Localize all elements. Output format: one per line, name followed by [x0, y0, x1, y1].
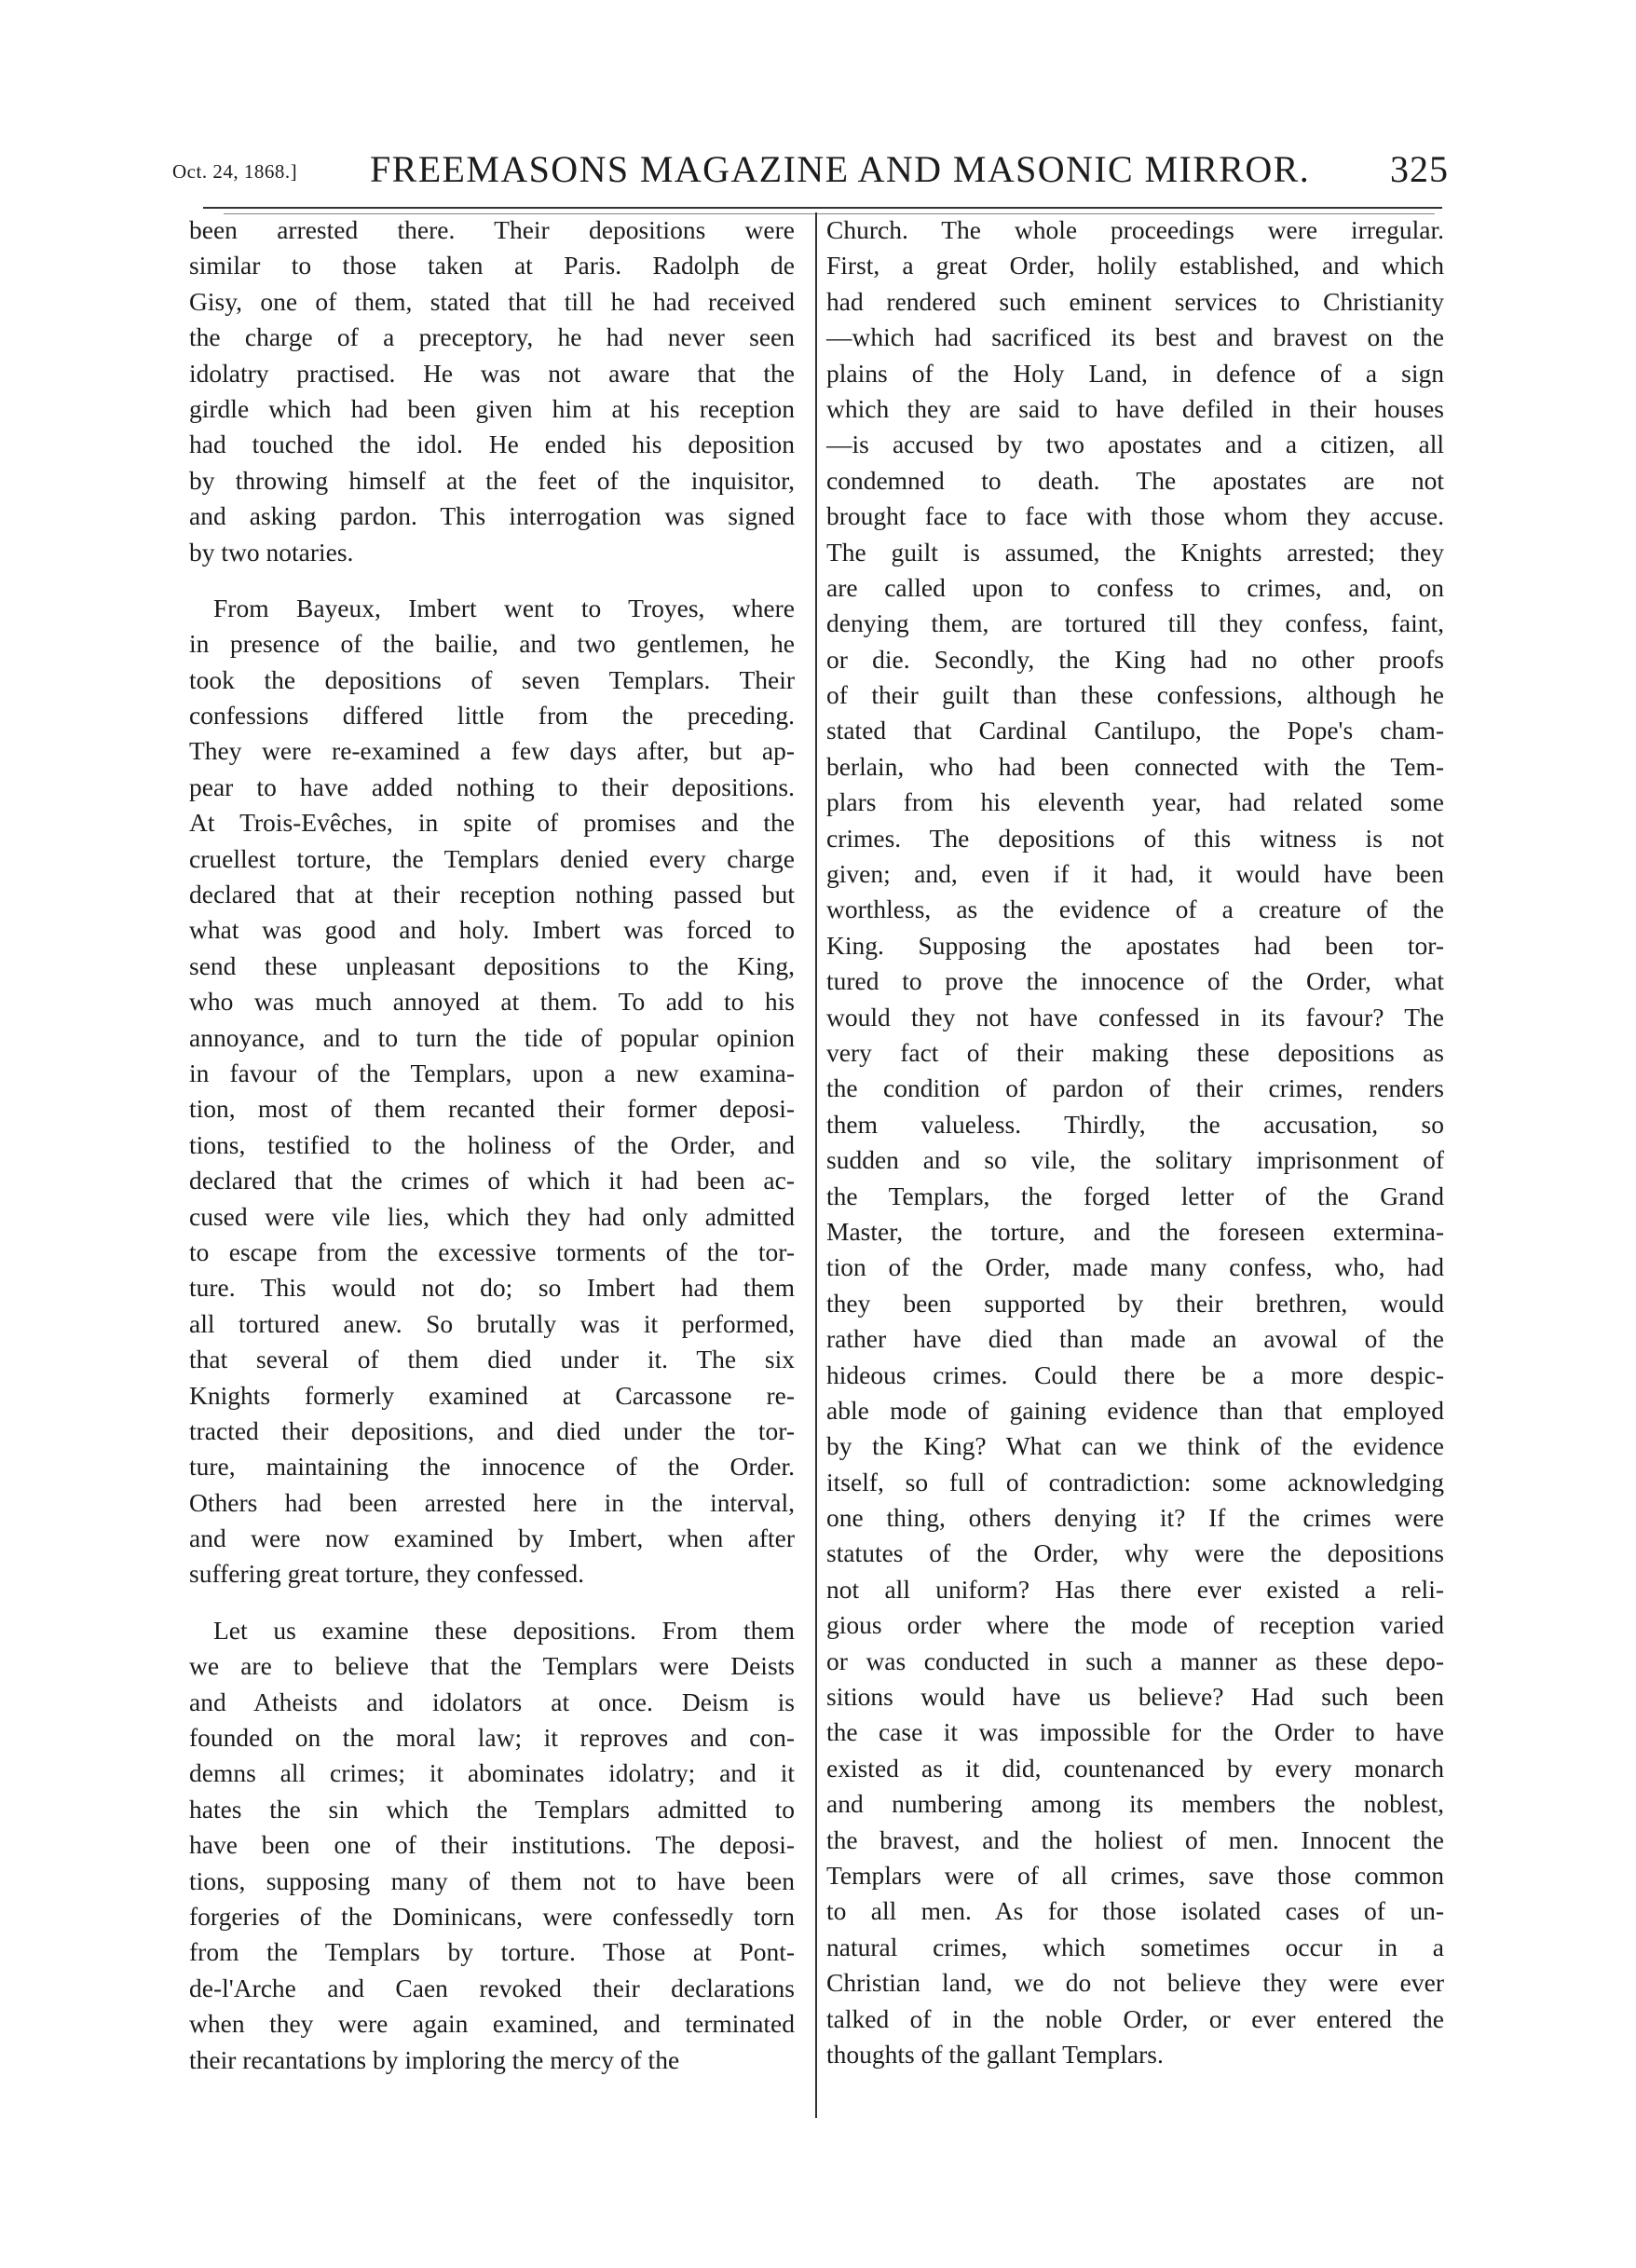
text-line: the charge of a preceptory, he had never seen	[189, 322, 795, 352]
text-line: cruellest torture, the Templars denied every charge	[189, 843, 795, 873]
text-line: they been supported by their brethren, would	[826, 1288, 1444, 1318]
text-line: would they not have confessed in its favour? The	[826, 1002, 1444, 1032]
text-line: able mode of gaining evidence than that employed	[826, 1395, 1444, 1425]
text-line: denying them, are tortured till they confess, faint,	[826, 608, 1444, 638]
left-column	[189, 212, 795, 2098]
text-line: The guilt is assumed, the Knights arrested; they	[826, 537, 1444, 567]
text-line: in favour of the Templars, upon a new examina-	[189, 1058, 795, 1087]
text-line: all tortured anew. So brutally was it performed,	[189, 1308, 795, 1338]
text-line: and asking pardon. This interrogation was signed	[189, 501, 795, 531]
text-line: by throwing himself at the feet of the inquisitor,	[189, 465, 795, 495]
text-line: condemned to death. The apostates are not	[826, 465, 1444, 495]
text-line: Church. The whole proceedings were irregular.	[826, 215, 1444, 244]
text-line: plains of the Holy Land, in defence of a sign	[826, 358, 1444, 388]
text-line: not all uniform? Has there ever existed a reli-	[826, 1574, 1444, 1604]
text-line: in presence of the bailie, and two gentlemen, he	[189, 629, 795, 659]
text-line: de-l'Arche and Caen revoked their declarations	[189, 1973, 795, 2002]
text-line: berlain, who had been connected with the Tem-	[826, 751, 1444, 781]
text-line: talked of in the noble Order, or ever entered the	[826, 2003, 1444, 2033]
text-line: that several of them died under it. The six	[189, 1345, 795, 1374]
text-line: tions, testified to the holiness of the Order, and	[189, 1129, 795, 1159]
text-line: They were re-examined a few days after, but ap-	[189, 736, 795, 766]
text-line: the case it was impossible for the Order to have	[826, 1717, 1444, 1747]
text-line: had rendered such eminent services to Christianity	[826, 286, 1444, 316]
text-line: what was good and holy. Imbert was forced to	[189, 915, 795, 945]
text-line: tion of the Order, made many confess, who, had	[826, 1252, 1444, 1282]
text-line: forgeries of the Dominicans, were confessedly torn	[189, 1901, 795, 1931]
text-line: worthless, as the evidence of a creature of the	[826, 895, 1444, 924]
text-line: been arrested there. Their depositions were	[189, 215, 795, 244]
text-line: brought face to face with those whom they accuse.	[826, 501, 1444, 531]
text-line: tion, most of them recanted their former deposi-	[189, 1094, 795, 1124]
text-line: hates the sin which the Templars admitted to	[189, 1794, 795, 1824]
paragraph	[189, 212, 795, 570]
text-line: rather have died than made an avowal of the	[826, 1324, 1444, 1354]
text-line: and were now examined by Imbert, when after	[189, 1523, 795, 1553]
text-line: had touched the idol. He ended his deposition	[189, 430, 795, 459]
text-line: girdle which had been given him at his reception	[189, 393, 795, 423]
text-line: declared that at their reception nothing passed but	[189, 880, 795, 909]
text-line: gious order where the mode of reception varied	[826, 1610, 1444, 1640]
text-line: natural crimes, which sometimes occur in a	[826, 1932, 1444, 1961]
text-line: their recantations by imploring the mercy of the	[189, 2044, 680, 2074]
text-line: when they were again examined, and terminated	[189, 2009, 795, 2039]
text-line: cused were vile lies, which they had only admitted	[189, 1201, 795, 1231]
text-line: to escape from the excessive torments of the tor-	[189, 1236, 795, 1266]
text-line: took the depositions of seven Templars. Their	[189, 664, 795, 694]
text-line: King. Supposing the apostates had been tor-	[826, 930, 1444, 960]
text-line: founded on the moral law; it reproves and con-	[189, 1723, 795, 1753]
text-line: are called upon to confess to crimes, and, on	[826, 572, 1444, 602]
text-line: very fact of their making these depositions as	[826, 1037, 1444, 1067]
text-line: Christian land, we do not believe they were ever	[826, 1968, 1444, 1998]
text-line: which they are said to have defiled in their houses	[826, 393, 1444, 423]
text-line: suffering great torture, they confessed.	[189, 1559, 585, 1589]
page-header	[172, 147, 1449, 198]
text-line: hideous crimes. Could there be a more despic-	[826, 1359, 1444, 1389]
header-rule	[203, 207, 1442, 209]
text-line: of their guilt than these confessions, although he	[826, 680, 1444, 710]
publication-title: FREEMASONS MAGAZINE AND MASONIC MIRROR.	[370, 148, 1311, 190]
text-line: given; and, even if it had, it would have been	[826, 859, 1444, 889]
text-line: —which had sacrificed its best and bravest on the	[826, 322, 1444, 352]
text-line: crimes. The depositions of this witness is not	[826, 823, 1444, 853]
text-line: and Atheists and idolators at once. Deism is	[189, 1687, 795, 1716]
text-line: who was much annoyed at them. To add to his	[189, 987, 795, 1017]
text-line: one thing, others denying it? If the crimes were	[826, 1503, 1444, 1533]
text-line: thoughts of the gallant Templars.	[826, 2039, 1164, 2069]
text-line: have been one of their institutions. The deposi-	[189, 1830, 795, 1860]
text-line: annoyance, and to turn the tide of popular opinion	[189, 1022, 795, 1052]
text-line: Let us examine these depositions. From them	[213, 1615, 795, 1645]
text-line: tured to prove the innocence of the Order, what	[826, 966, 1444, 996]
text-line: from the Templars by torture. Those at Pont-	[189, 1937, 795, 1967]
text-line: tracted their depositions, and died under the tor-	[189, 1415, 795, 1445]
paragraph	[189, 591, 795, 1592]
paragraph	[826, 212, 1444, 2072]
text-line: by the King? What can we think of the evidence	[826, 1431, 1444, 1461]
text-line: the condition of pardon of their crimes, renders	[826, 1073, 1444, 1103]
text-line: statutes of the Order, why were the depositions	[826, 1538, 1444, 1568]
text-line: them valueless. Thirdly, the accusation, so	[826, 1109, 1444, 1139]
text-line: to all men. As for those isolated cases of un-	[826, 1896, 1444, 1926]
text-line: demns all crimes; it abominates idolatry; and it	[189, 1758, 795, 1788]
right-column	[826, 212, 1444, 2093]
text-line: the Templars, the forged letter of the Grand	[826, 1181, 1444, 1210]
text-line: or die. Secondly, the King had no other proofs	[826, 644, 1444, 674]
text-line: Gisy, one of them, stated that till he had received	[189, 286, 795, 316]
text-line: First, a great Order, holily established, and which	[826, 251, 1444, 280]
text-line: —is accused by two apostates and a citizen, all	[826, 430, 1444, 459]
text-line: stated that Cardinal Cantilupo, the Pope's cham-	[826, 716, 1444, 745]
text-line: or was conducted in such a manner as these depo-	[826, 1646, 1444, 1675]
text-line: the bravest, and the holiest of men. Innocent the	[826, 1824, 1444, 1854]
text-line: Others had been arrested here in the interval,	[189, 1487, 795, 1517]
text-line: we are to believe that the Templars were Deists	[189, 1651, 795, 1681]
page-number: 325	[1390, 148, 1449, 190]
issue-date: Oct. 24, 1868.]	[172, 160, 298, 183]
text-line: confessions differed little from the preceding.	[189, 701, 795, 731]
text-line: At Trois-Evêches, in spite of promises and the	[189, 808, 795, 838]
text-line: pear to have added nothing to their depositions.	[189, 772, 795, 801]
text-line: tions, supposing many of them not to have been	[189, 1865, 795, 1895]
text-line: ture. This would not do; so Imbert had them	[189, 1273, 795, 1303]
text-line: plars from his eleventh year, had related some	[826, 787, 1444, 817]
text-line: sitions would have us believe? Had such been	[826, 1682, 1444, 1712]
text-line: declared that the crimes of which it had been ac-	[189, 1166, 795, 1195]
text-line: send these unpleasant depositions to the King,	[189, 950, 795, 980]
text-line: itself, so full of contradiction: some acknowledging	[826, 1467, 1444, 1496]
text-line: idolatry practised. He was not aware that the	[189, 358, 795, 388]
text-line: From Bayeux, Imbert went to Troyes, where	[213, 593, 795, 622]
text-line: Knights formerly examined at Carcassone re-	[189, 1380, 795, 1410]
paragraph	[189, 1613, 795, 2078]
text-line: Templars were of all crimes, save those common	[826, 1860, 1444, 1890]
text-line: similar to those taken at Paris. Radolph de	[189, 251, 795, 280]
text-line: existed as it did, countenanced by every monarch	[826, 1753, 1444, 1783]
text-line: by two notaries.	[189, 537, 354, 567]
text-line: sudden and so vile, the solitary imprisonment of	[826, 1145, 1444, 1175]
text-line: and numbering among its members the noblest,	[826, 1789, 1444, 1819]
text-line: Master, the torture, and the foreseen extermina-	[826, 1216, 1444, 1246]
text-line: ture, maintaining the innocence of the Order.	[189, 1452, 795, 1482]
column-divider	[815, 212, 817, 2118]
